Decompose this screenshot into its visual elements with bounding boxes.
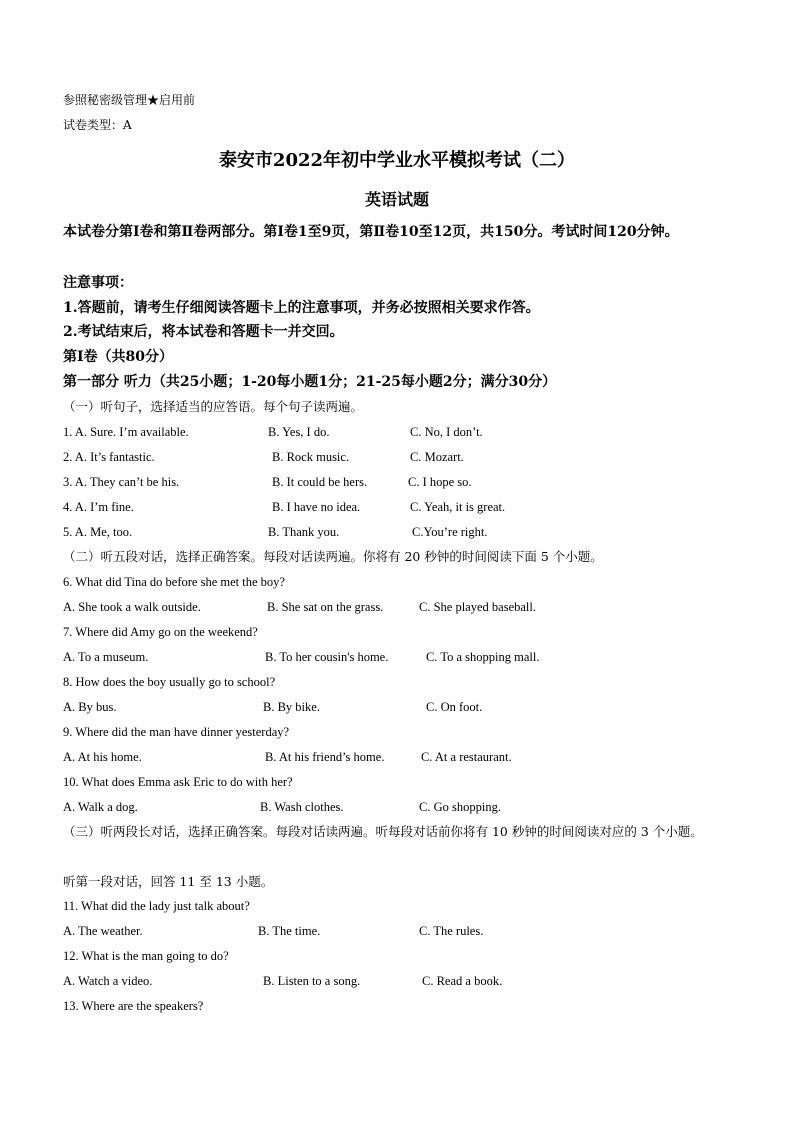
question-2: 2. A. It’s fantastic.: [63, 450, 155, 464]
option-a: A. To a museum.: [63, 650, 149, 664]
question-6: 6. What did Tina do before she met the boy?: [63, 575, 285, 589]
option-c: C.You’re right.: [412, 525, 488, 539]
option-c: C. Yeah, it is great.: [410, 500, 506, 514]
option-c: C. On foot.: [426, 700, 483, 714]
dialogue-instruction: 听第一段对话，回答 11 至 13 小题。: [63, 874, 274, 889]
question-8: 8. How does the boy usually go to school?: [63, 675, 276, 689]
option-b: B. To her cousin's home.: [265, 650, 389, 664]
question-7: 7. Where did Amy go on the weekend?: [63, 625, 258, 639]
question-10: 10. What does Emma ask Eric to do with her?: [63, 775, 293, 789]
option-a: A. By bus.: [63, 700, 117, 714]
option-c: C. The rules.: [419, 924, 484, 938]
part-heading: 第一部分 听力（共25小题；1-20每小题1分；21-25每小题2分；满分30分）: [63, 374, 557, 390]
exam-subtitle: 英语试题: [364, 190, 429, 209]
option-c: C. I hope so.: [408, 475, 472, 489]
option-b: B. It could be hers.: [272, 475, 368, 489]
question-4: 4. A. I’m fine.: [63, 500, 134, 514]
question-9: 9. Where did the man have dinner yesterday?: [63, 725, 290, 739]
intro-paragraph: 本试卷分第Ⅰ卷和第Ⅱ卷两部分。第Ⅰ卷1至9页，第Ⅱ卷10至12页，共150分。考试时间120分钟。: [63, 224, 679, 240]
notice-heading: 注意事项：: [63, 275, 133, 291]
option-b: B. Thank you.: [268, 525, 340, 539]
option-a: A. The weather.: [63, 924, 143, 938]
option-b: B. Rock music.: [272, 450, 350, 464]
option-c: C. Read a book.: [422, 974, 503, 988]
option-a: A. Walk a dog.: [63, 800, 138, 814]
option-b: B. At his friend’s home.: [265, 750, 385, 764]
option-c: C. No, I don’t.: [410, 425, 483, 439]
notice-item-2: 2.考试结束后，将本试卷和答题卡一并交回。: [63, 324, 344, 340]
option-b: B. By bike.: [263, 700, 320, 714]
option-b: B. She sat on the grass.: [267, 600, 384, 614]
option-c: C. Mozart.: [410, 450, 464, 464]
question-11: 11. What did the lady just talk about?: [63, 899, 250, 913]
volume-heading: 第Ⅰ卷（共80分）: [63, 349, 174, 365]
option-a: A. She took a walk outside.: [63, 600, 201, 614]
question-3: 3. A. They can’t be his.: [63, 475, 180, 489]
option-b: B. The time.: [258, 924, 321, 938]
section-heading: （二）听五段对话，选择正确答案。每段对话读两遍。你将有 20 秒钟的时间阅读下面 5 个小题。: [63, 549, 603, 564]
notice-item-1: 1.答题前，请考生仔细阅读答题卡上的注意事项，并务必按照相关要求作答。: [63, 300, 540, 316]
option-c: C. At a restaurant.: [421, 750, 512, 764]
option-b: B. Wash clothes.: [260, 800, 344, 814]
option-c: C. Go shopping.: [419, 800, 501, 814]
option-a: A. Watch a video.: [63, 974, 153, 988]
question-5: 5. A. Me, too.: [63, 525, 133, 539]
section-heading: （一）听句子，选择适当的应答语。每个句子读两遍。: [63, 399, 364, 414]
option-c: C. She played baseball.: [419, 600, 536, 614]
confidentiality-note: 参照秘密级管理★启用前: [63, 93, 196, 107]
exam-title: 泰安市2022年初中学业水平模拟考试（二）: [218, 150, 576, 171]
option-b: B. I have no idea.: [272, 500, 361, 514]
option-c: C. To a shopping mall.: [426, 650, 540, 664]
option-a: A. At his home.: [63, 750, 142, 764]
question-1: 1. A. Sure. I’m available.: [63, 425, 189, 439]
section-heading: （三）听两段长对话，选择正确答案。每段对话读两遍。听每段对话前你将有 10 秒钟的时间阅读对应的 3 个小题。: [63, 824, 703, 839]
paper-type: 试卷类型：A: [63, 118, 132, 132]
option-b: B. Yes, I do.: [268, 425, 330, 439]
option-b: B. Listen to a song.: [263, 974, 361, 988]
question-13: 13. Where are the speakers?: [63, 999, 204, 1013]
question-12: 12. What is the man going to do?: [63, 949, 229, 963]
